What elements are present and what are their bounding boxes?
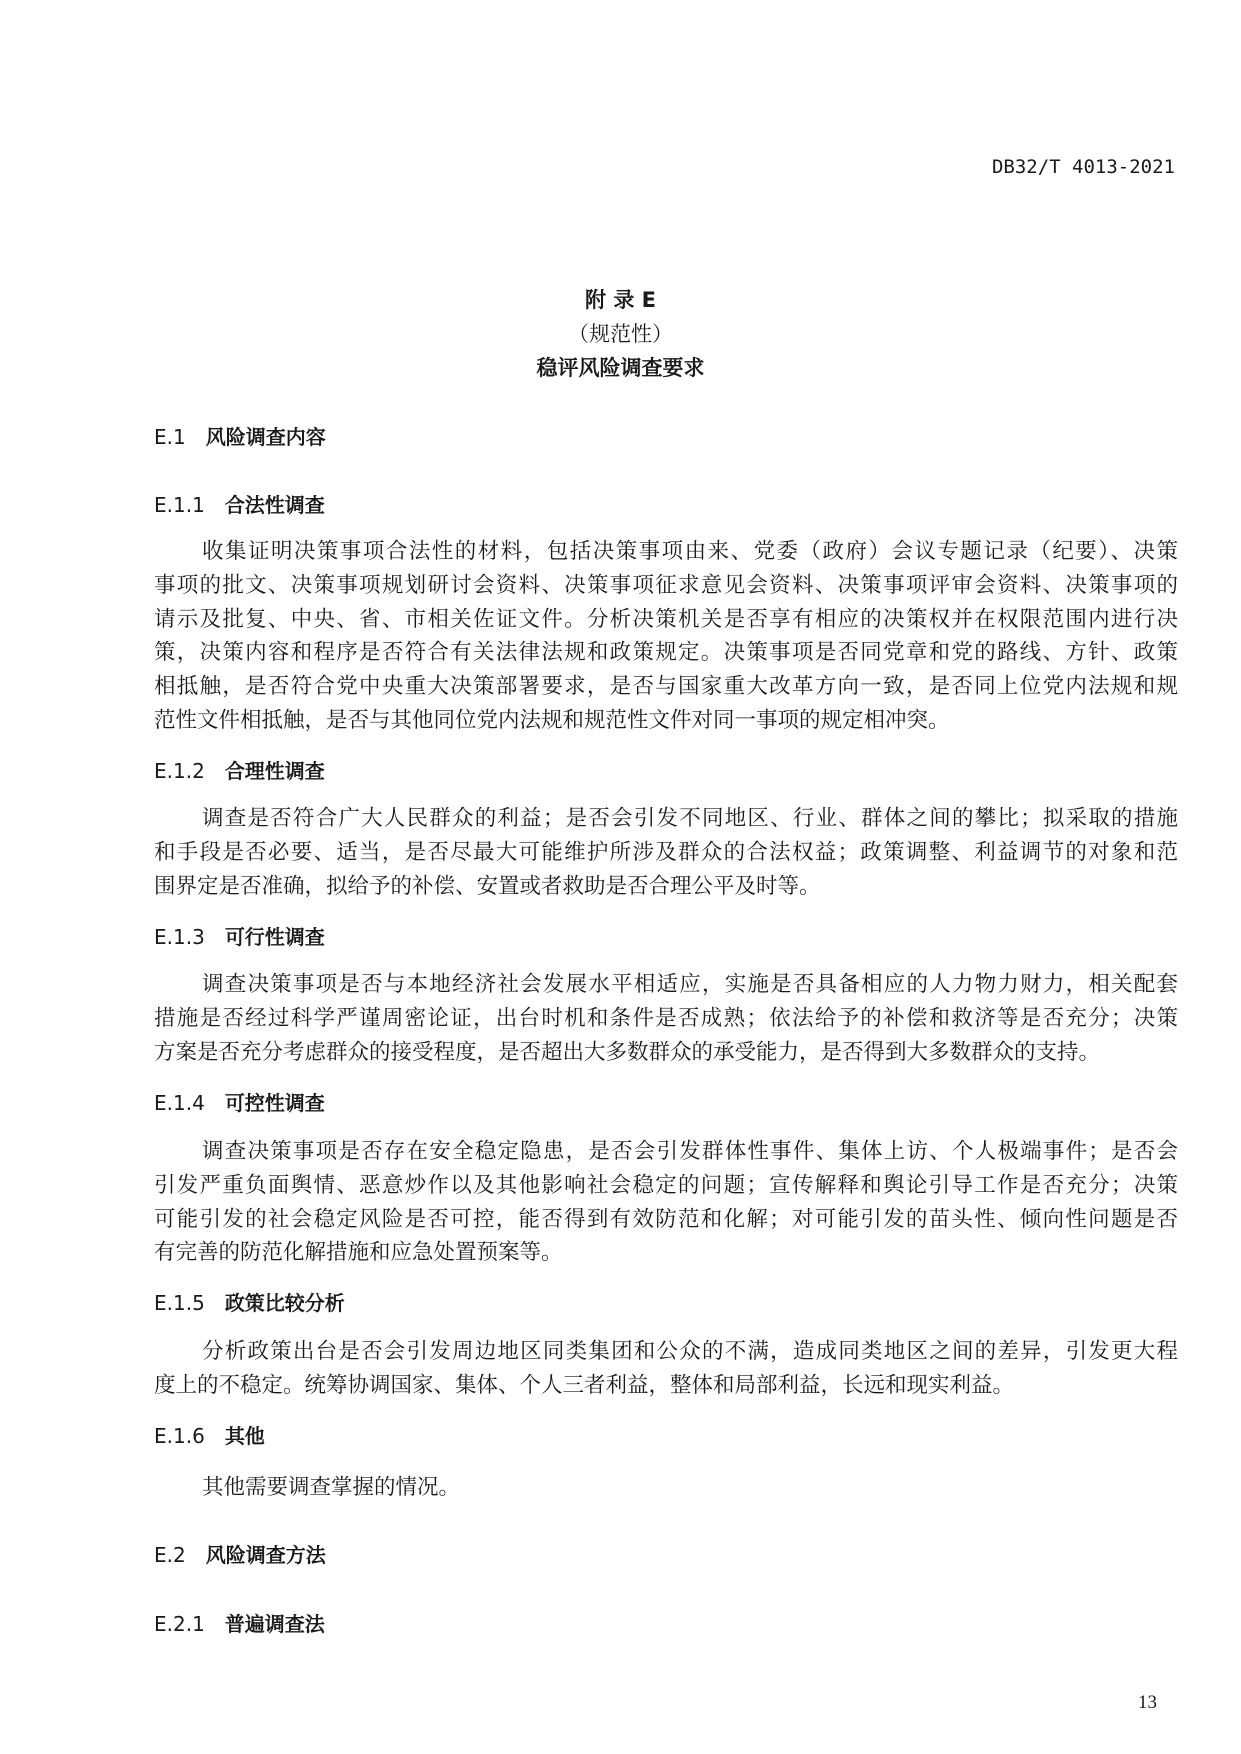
paragraph-line: 围界定是否准确，拟给予的补偿、安置或者救助是否合理公平及时等。 [154,873,821,899]
section-number: E.1.3 [154,925,205,949]
paragraph-line: 调查决策事项是否与本地经济社会发展水平相适应，实施是否具备相应的人力物力财力，相关配套 [202,972,1178,997]
section-heading [154,754,325,788]
section-number: E.1.1 [154,493,205,517]
paragraph-line: 策，决策内容和程序是否符合有关法律法规和政策规定。决策事项是否同党章和党的路线、方针、政策 [154,640,1178,666]
section-title: 风险调查内容 [205,425,326,449]
section-heading [154,488,325,522]
section-title: 可控性调查 [224,1091,325,1115]
section-heading [154,1086,325,1120]
paragraph-line: 请示及批复、中央、省、市相关佐证文件。分析决策机关是否享有相应的决策权并在权限范围内进行决 [154,606,1178,632]
section-number: E.1.5 [154,1291,205,1315]
section-title: 普遍调查法 [224,1612,325,1636]
appendix-label: 附 录 E [585,288,656,312]
appendix-type: （规范性） [568,322,673,346]
section-heading [154,1419,265,1453]
section-number: E.1.6 [154,1424,205,1448]
section-heading [154,1538,326,1572]
paragraph-line: 措施是否经过科学严谨周密论证，出台时机和条件是否成熟；依法给予的补偿和救济等是否充分；决策 [154,1005,1178,1031]
paragraph-line: 和手段是否必要、适当，是否尽最大可能维护所涉及群众的合法权益；政策调整、利益调节的对象和范 [154,839,1178,865]
paragraph-line: 相抵触，是否符合党中央重大决策部署要求，是否与国家重大改革方向一致，是否同上位党内法规和规 [154,674,1178,700]
paragraph-line: 范性文件相抵触，是否与其他同位党内法规和规范性文件对同一事项的规定相冲突。 [154,708,950,733]
section-title: 可行性调查 [224,925,325,949]
paragraph-line: 度上的不稳定。统筹协调国家、集体、个人三者利益，整体和局部利益，长远和现实利益。 [154,1372,1015,1398]
section-number: E.1 [154,425,186,449]
paragraph-line: 事项的批文、决策事项规划研讨会资料、决策事项征求意见会资料、决策事项评审会资料、决策事项的 [154,572,1178,598]
section-heading [154,1607,325,1641]
paragraph-line: 收集证明决策事项合法性的材料，包括决策事项由来、党委（政府）会议专题记录（纪要）、决策 [202,539,1178,564]
paragraph-line: 分析政策出台是否会引发周边地区同类集团和公众的不满，造成同类地区之间的差异，引发更大程 [202,1339,1178,1364]
paragraph-line: 引发严重负面舆情、恶意炒作以及其他影响社会稳定的问题；宣传解释和舆论引导工作是否充分；决策 [154,1172,1178,1198]
paragraph-line: 有完善的防范化解措施和应急处置预案等。 [154,1240,563,1266]
section-title: 合法性调查 [224,493,325,517]
section-number: E.1.4 [154,1091,205,1115]
section-number: E.1.2 [154,759,205,783]
paragraph-line: 可能引发的社会稳定风险是否可控，能否得到有效防范和化解；对可能引发的苗头性、倾向性问题是否 [154,1206,1178,1232]
appendix-title: 稳评风险调查要求 [536,356,705,380]
paragraph-line: 调查决策事项是否存在安全稳定隐患，是否会引发群体性事件、集体上访、个人极端事件；是否会 [202,1139,1178,1164]
page-number: 13 [1138,1692,1157,1713]
section-heading [154,920,325,954]
section-number: E.2 [154,1543,186,1567]
section-number: E.2.1 [154,1612,205,1636]
section-title: 风险调查方法 [205,1543,326,1567]
section-heading [154,420,326,454]
paragraph-line: 调查是否符合广大人民群众的利益；是否会引发不同地区、行业、群体之间的攀比；拟采取的措施 [202,806,1178,831]
paragraph-line: 其他需要调查掌握的情况。 [202,1475,461,1500]
section-title: 其他 [224,1424,265,1448]
section-title: 合理性调查 [224,759,325,783]
section-title: 政策比较分析 [224,1291,345,1315]
paragraph-line: 方案是否充分考虑群众的接受程度，是否超出大多数群众的承受能力，是否得到大多数群众的支持。 [154,1039,1101,1065]
section-heading [154,1286,345,1320]
document-number: DB32/T 4013-2021 [991,156,1175,178]
